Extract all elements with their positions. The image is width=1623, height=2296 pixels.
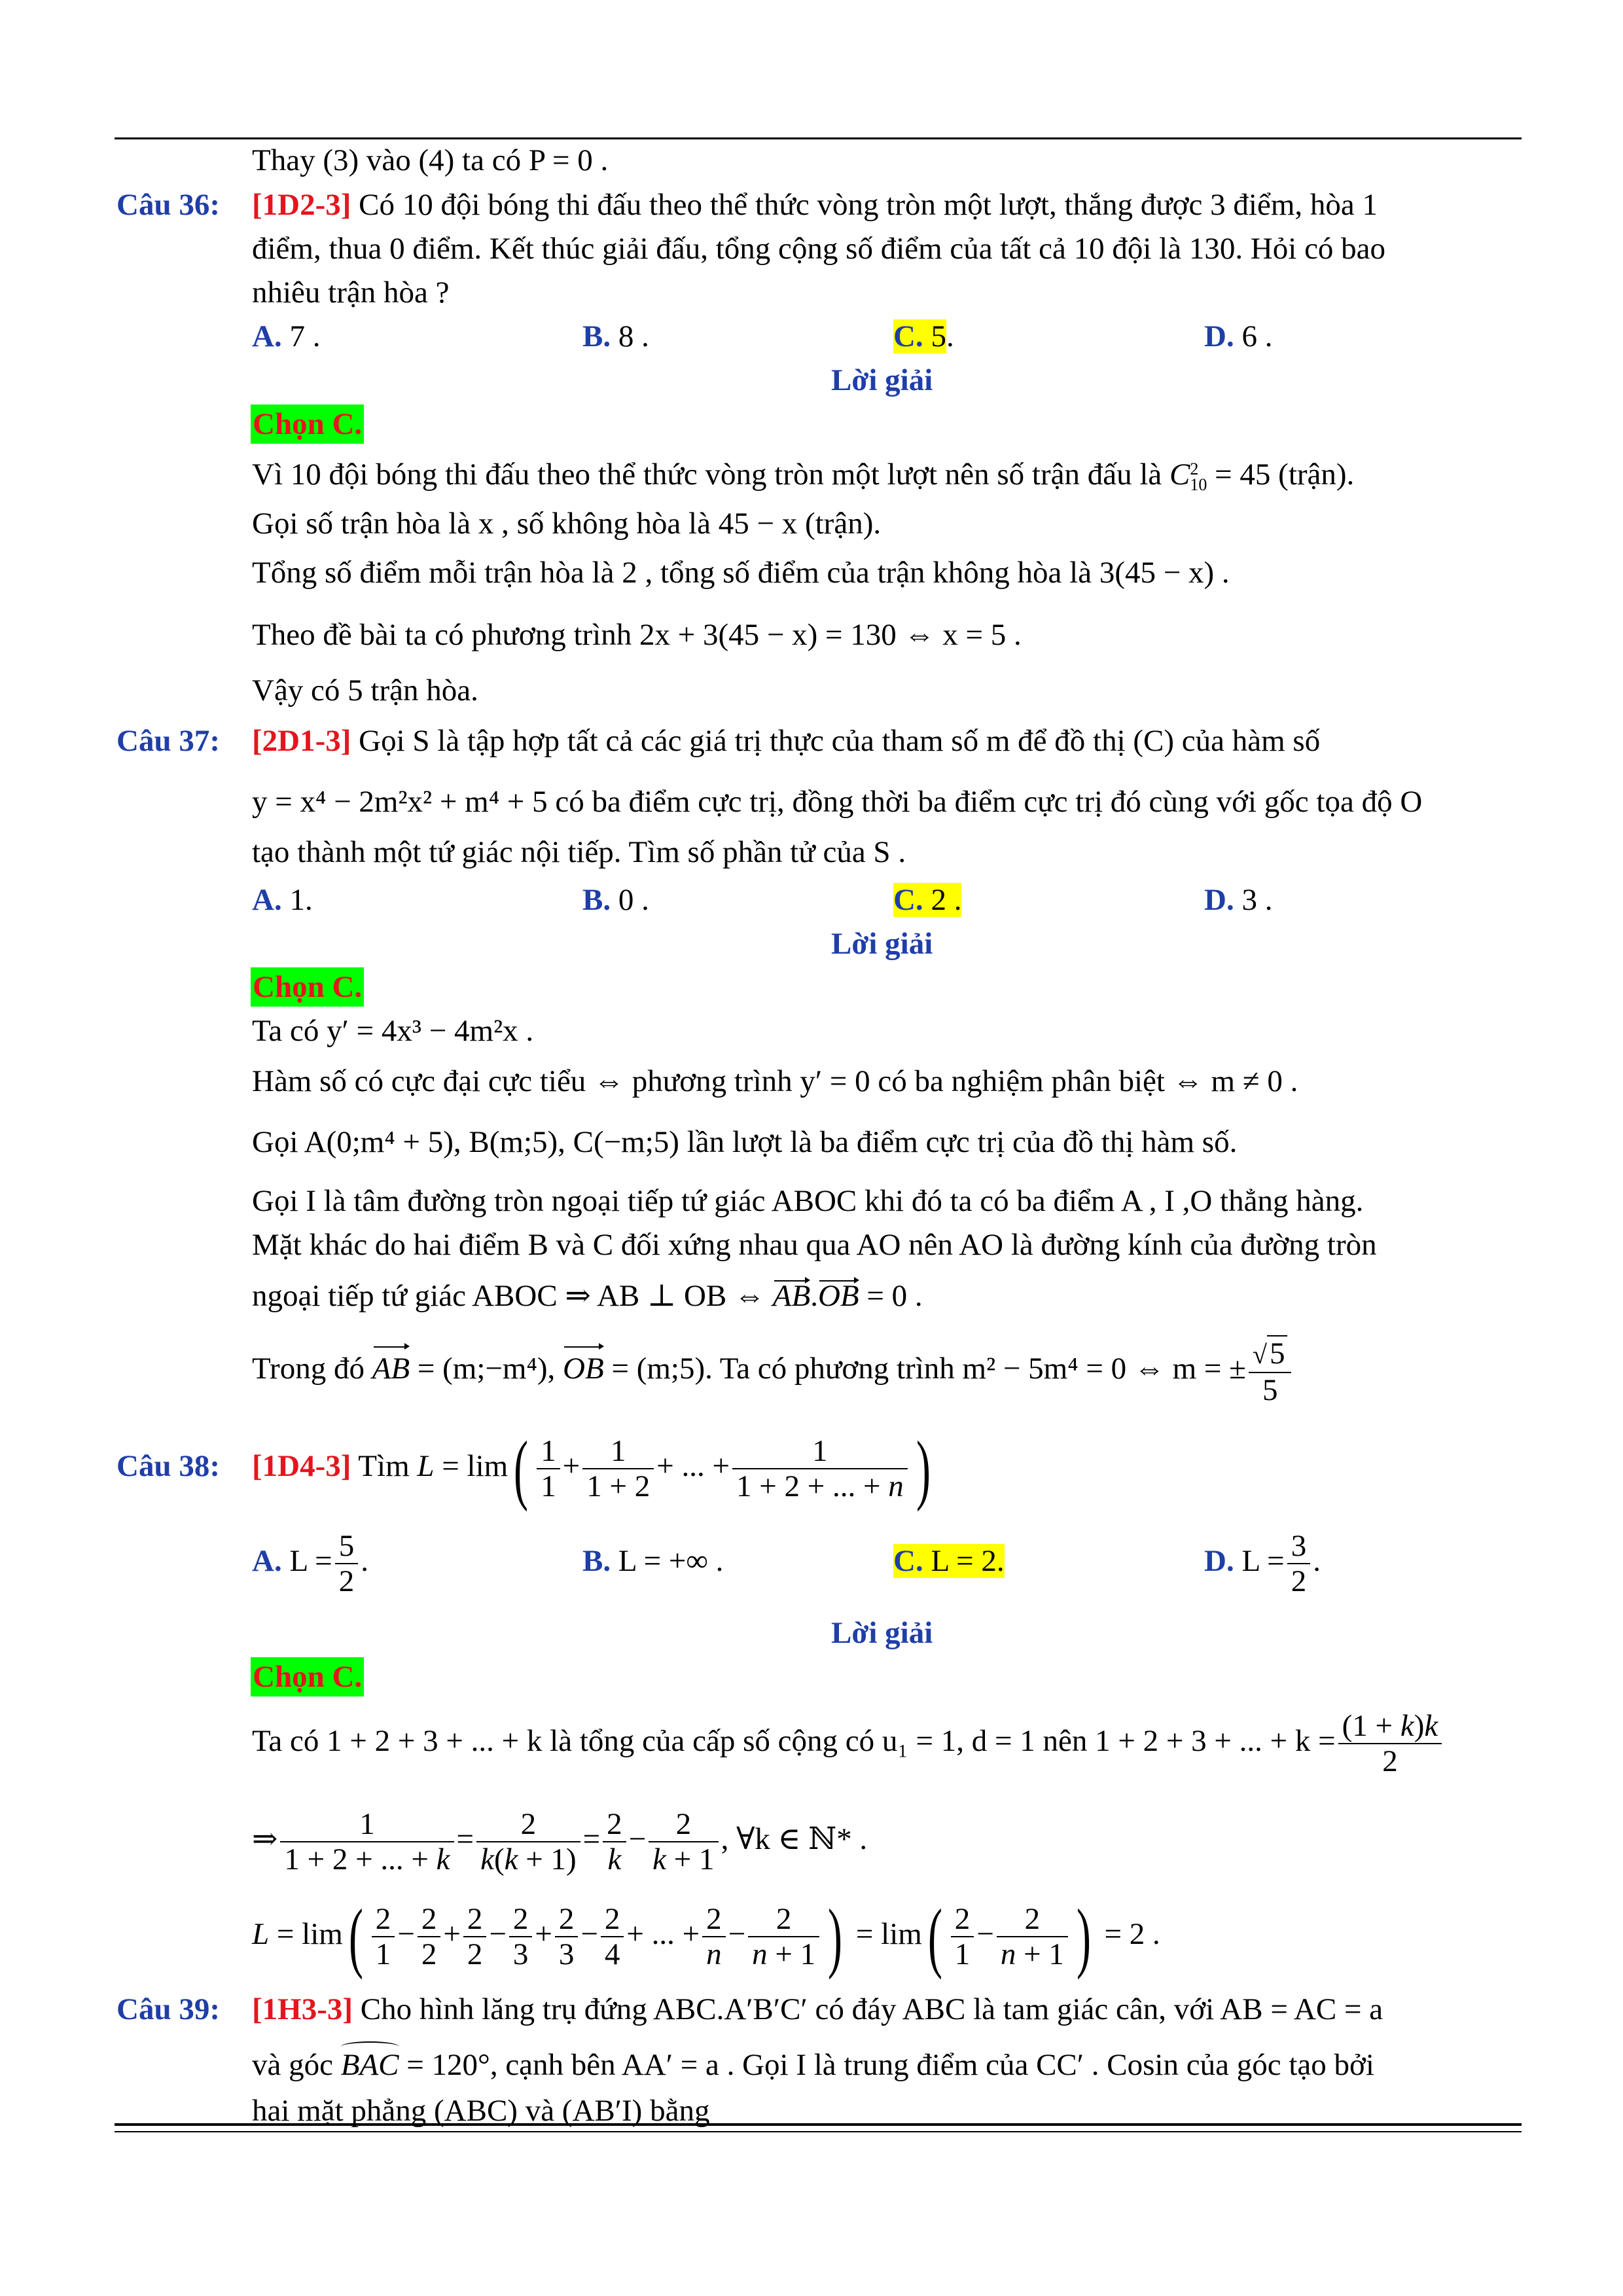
q38-solution-line-1: Ta có 1 + 2 + 3 + ... + k là tổng của cấp số cộng có u₁ = 1, d = 1 nên 1 + 2 + 3 + ... + k = $\frac{(1 + k)k}{2}$ xyxy=(252,1698,1444,1784)
question-39-line-1: [1H3-3] Cho hình lăng trụ đứng ABC.A′B′C′ có đáy ABC là tam giác cân, với AB = AC = a xyxy=(252,1992,1383,2026)
question-36-line-2: điểm, thua 0 điểm. Kết thúc giải đấu, tổng cộng số điểm của tất cả 10 đội là 130. Hỏi có bao xyxy=(252,232,1386,266)
question-36-line-3: nhiêu trận hòa ? xyxy=(252,276,450,310)
footer-rule-thin xyxy=(115,2131,1522,2132)
q36-solution-line-2: Gọi số trận hòa là x , số không hòa là 45 − x (trận). xyxy=(252,507,882,541)
q37-answer-badge: Chọn C. xyxy=(251,967,364,1007)
question-36-label: Câu 36: xyxy=(116,188,220,222)
q36-answer-badge: Chọn C. xyxy=(251,404,364,444)
q38-option-c: C. L = 2. xyxy=(893,1544,1005,1578)
q37-solution-line-5: Mặt khác do hai điểm B và C đối xứng nhau qua AO nên AO là đường kính của đường tròn xyxy=(252,1228,1377,1262)
q37-option-a: A. 1. xyxy=(252,883,313,917)
q36-option-b: B. 8 . xyxy=(582,319,649,353)
q38-answer-badge: Chọn C. xyxy=(251,1657,364,1696)
question-36-tag: [1D2-3] xyxy=(252,188,351,222)
question-37-line-1: [2D1-3] Gọi S là tập hợp tất cả các giá trị thực của tham số m để đồ thị (C) của hàm số xyxy=(252,724,1321,758)
footer-rule-thick xyxy=(115,2123,1522,2126)
q37-option-d: D. 3 . xyxy=(1204,883,1273,917)
q36-solution-line-3: Tổng số điểm mỗi trận hòa là 2 , tổng số điểm của trận không hòa là 3(45 − x) . xyxy=(252,556,1230,590)
q36-option-c: C. 5. xyxy=(893,319,954,353)
question-37-label: Câu 37: xyxy=(116,724,220,758)
q38-option-b: B. L = +∞ . xyxy=(582,1544,724,1578)
q38-solution-line-2: ⇒ $\frac{1}{1 + 2 + ... + k}$ = $\frac{2}{k(k + 1)}$ = $\frac{2}{k}$ − $\frac{2}{k + 1}$ , ∀k ∈ ℕ* . xyxy=(252,1807,868,1877)
question-37-line-2: y = x⁴ − 2m²x² + m⁴ + 5 có ba điểm cực trị, đồng thời ba điểm cực trị đó cùng với gốc tọa độ O xyxy=(252,785,1423,819)
question-38-line-1: [1D4-3] Tìm L = lim( $\frac{1}{1}$ + $\frac{1}{1 + 2}$ + ... + $\frac{1}{1 + 2 + ... + n}$ ) xyxy=(252,1425,931,1513)
intro-line: Thay (3) vào (4) ta có P = 0 . xyxy=(252,143,609,177)
q38-solution-line-3: L = lim( $\frac{2}{1}$ − $\frac{2}{2}$ + $\frac{2}{2}$ − $\frac{2}{3}$ + $\frac{2}{3}$ − $\frac{2}{4}$ + ... + $\frac{2}{n}$ − $\frac{2}{n + 1}$ ) = lim( $\frac{2}{1}$ − $\frac{2}{n + 1}$ ) = 2 . xyxy=(252,1893,1160,1981)
q37-solution-line-4: Gọi I là tâm đường tròn ngoại tiếp tứ giác ABOC khi đó ta có ba điểm A , I ,O thẳng hàng. xyxy=(252,1184,1364,1218)
q36-solution-line-5: Vậy có 5 trận hòa. xyxy=(252,673,478,708)
q38-option-a: A. L = $\frac{5}{2}$ . xyxy=(252,1529,368,1599)
q37-solution-line-7: Trong đó AB = (m;−m⁴), OB = (m;5). Ta có phương trình m² − 5m⁴ = 0 ⇔ m = ± $\frac{√5}{5}$ xyxy=(252,1335,1294,1407)
q37-solution-line-1: Ta có y′ = 4x³ − 4m²x . xyxy=(252,1014,534,1048)
question-36-text-1: Có 10 đội bóng thi đấu theo thể thức vòng tròn một lượt, thắng được 3 điểm, hòa 1 xyxy=(351,188,1378,222)
q36-solution-title: Lời giải xyxy=(831,363,933,397)
q36-solution-line-1: Vì 10 đội bóng thi đấu theo thể thức vòng tròn một lượt nên số trận đấu là C 2 10 = 45 (trận). xyxy=(252,457,1355,495)
q36-option-a: A. 7 . xyxy=(252,319,321,353)
q37-option-b: B. 0 . xyxy=(582,883,649,917)
q38-solution-title: Lời giải xyxy=(831,1616,933,1650)
question-37-tag: [2D1-3] xyxy=(252,724,351,758)
q37-solution-line-3: Gọi A(0;m⁴ + 5), B(m;5), C(−m;5) lần lượt là ba điểm cực trị của đồ thị hàm số. xyxy=(252,1125,1238,1159)
q36-solution-line-4: Theo đề bài ta có phương trình 2x + 3(45 − x) = 130 ⇔ x = 5 . xyxy=(252,618,1022,652)
question-36-line-1 xyxy=(252,185,1378,224)
question-39-line-2: và góc BAC = 120°, cạnh bên AA′ = a . Gọi I là trung điểm của CC′ . Cosin của góc tạo bởi xyxy=(252,2045,1374,2085)
question-37-line-3: tạo thành một tứ giác nội tiếp. Tìm số phần tử của S . xyxy=(252,835,906,869)
q37-option-c: C. 2 . xyxy=(893,883,962,917)
q37-solution-title: Lời giải xyxy=(831,927,933,961)
question-39-line-3: hai mặt phẳng (ABC) và (AB′I) bằng xyxy=(252,2094,710,2128)
q37-solution-line-2: Hàm số có cực đại cực tiểu ⇔ phương trình y′ = 0 có ba nghiệm phân biệt ⇔ m ≠ 0 . xyxy=(252,1064,1298,1098)
question-39-label: Câu 39: xyxy=(116,1992,220,2026)
q38-option-d: D. L = $\frac{3}{2}$ . xyxy=(1204,1529,1321,1599)
header-rule xyxy=(115,137,1522,139)
q37-solution-line-6: ngoại tiếp tứ giác ABOC ⇒ AB ⊥ OB ⇔ AB.OB = 0 . xyxy=(252,1276,923,1316)
question-38-label: Câu 38: xyxy=(116,1449,220,1483)
q36-option-d: D. 6 . xyxy=(1204,319,1273,353)
